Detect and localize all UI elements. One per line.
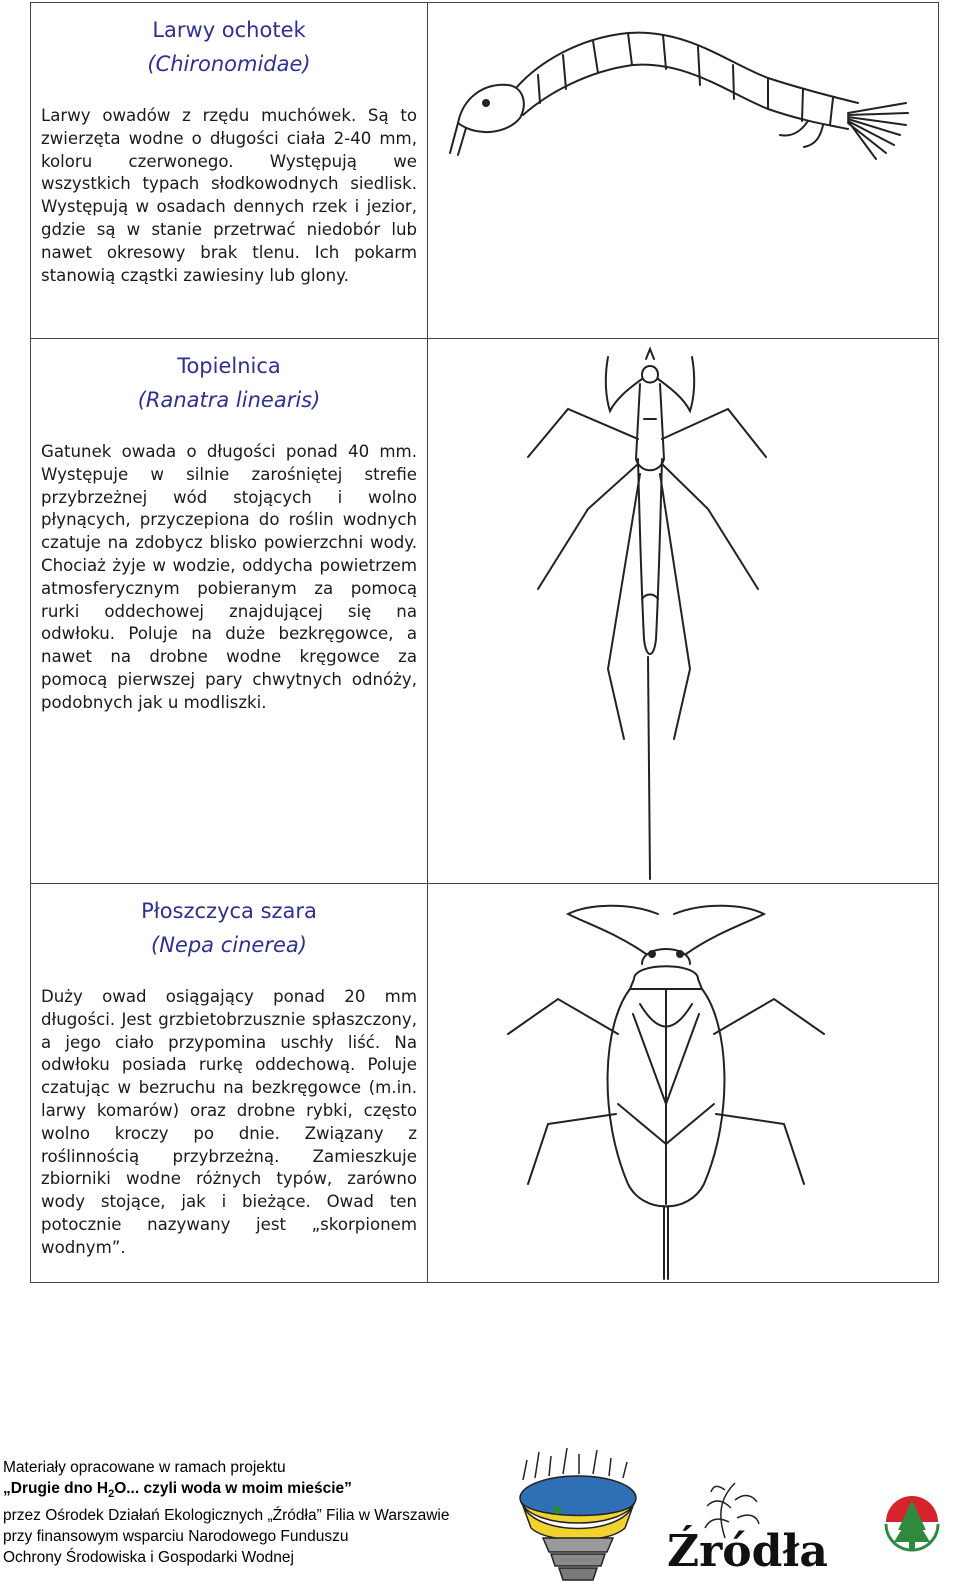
footer-line: przez Ośrodek Działań Ekologicznych „Źródła” Filia w Warszawie	[3, 1507, 450, 1525]
species-text-cell	[31, 339, 428, 883]
project-title	[3, 1478, 449, 1505]
project-title-subscript: 2	[108, 1488, 115, 1501]
species-latin-name: (Ranatra linearis)	[137, 388, 321, 412]
footer-line: Ochrony Środowiska i Gospodarki Wodnej	[3, 1549, 294, 1567]
species-image-cell	[428, 339, 938, 883]
species-image-cell	[428, 884, 938, 1282]
species-description: Larwy owadów z rzędu muchówek. Są to zwierzęta wodne o długości ciała 2-40 mm, koloru czerwonego. Występują we wszystkich typach słodkowodnych siedlisk. Występują w osadach dennych rzek i jezior, gdzie są w stanie przetrwać niedobór lub nawet okresowy brak tlenu. Ich pokarm stanowią cząstki zawiesiny lub glony.	[41, 106, 417, 285]
chironomid-larva-drawing-icon	[428, 3, 938, 339]
species-title: Topielnica	[177, 354, 281, 378]
nepa-drawing-icon	[428, 884, 938, 1284]
species-latin-name: (Chironomidae)	[147, 52, 311, 76]
species-row-ranatra	[30, 338, 939, 883]
species-title: Płoszczyca szara	[141, 899, 317, 923]
species-image-cell	[428, 3, 938, 338]
species-latin-name: (Nepa cinerea)	[151, 933, 307, 957]
species-description: Duży owad osiągający ponad 20 mm długości. Jest grzbietobrzusznie spłaszczony, a jego ciało przypomina uschły liść. Na odwłoku posiada rurkę oddechową. Poluje czatując w bezruchu na bezkręgowce (m.in. larwy komarów) oraz drobne rybki, często wolno kroczy po dnie. Związany z roślinnością przybrzeżną. Zamieszkuje zbiorniki wodne różnych typów, zarówno wody stojące, jak i bieżące. Owad ten potocznie nazywany jest „skorpionem wodnym”.	[41, 987, 417, 1257]
zrodla-logo-text: Źródła	[667, 1526, 828, 1577]
project-title-part: O... czyli woda w moim mieście”	[114, 1480, 352, 1497]
species-text-cell	[31, 3, 428, 338]
species-title: Larwy ochotek	[152, 18, 306, 42]
species-description: Gatunek owada o długości ponad 40 mm. Występuje w silnie zarośniętej strefie przybrzeżnej wód stojących i wolno płynących, przyczepiona do roślin wodnych czatuje na zdobycz blisko powierzchni wody. Chociaż żyje w wodzie, oddycha powietrzem atmosferycznym pobieranym za pomocą rurki oddechowej znajdującej się na odwłoku. Poluje na duże bezkręgowce, a nawet na drobne wodne kręgowce za pomocą pierwszej pary chwytnych odnóży, podobnych jak u modliszki.	[41, 442, 417, 712]
zrodla-logo-icon	[655, 1478, 855, 1578]
species-row-chironomidae	[30, 2, 939, 338]
drugie-dno-logo-icon	[513, 1440, 643, 1586]
project-footer	[3, 1457, 449, 1568]
footer-line: przy finansowym wsparciu Narodowego Funduszu	[3, 1528, 349, 1546]
species-text-cell	[31, 884, 428, 1282]
nfosigw-logo-icon	[880, 1490, 944, 1558]
footer-line: Materiały opracowane w ramach projektu	[3, 1459, 286, 1476]
species-row-nepa	[30, 883, 939, 1283]
ranatra-drawing-icon	[428, 339, 938, 884]
species-table	[30, 2, 939, 1283]
project-title-part: „Drugie dno H	[3, 1480, 109, 1497]
